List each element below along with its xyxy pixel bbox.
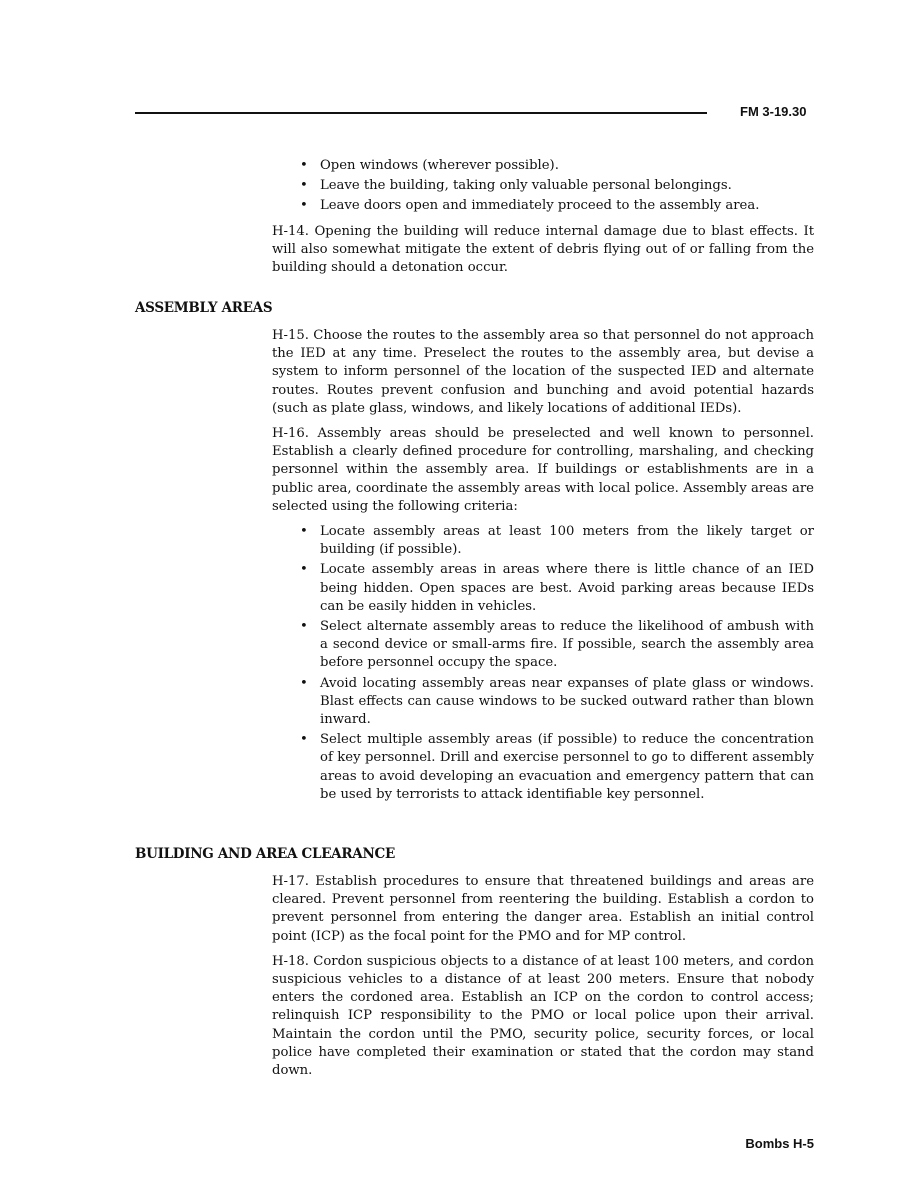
paragraph-h16: H-16. Assembly areas should be preselected and well known to personnel. Establish a clearly defined procedure for controlling, marshaling, and checking personnel within the assembly area. If buildings or establishments are in a public area, coordinate the assembly areas with local police. Assembly areas are selected using the following criteria: [272,426,814,514]
list-item: • Select alternate assembly areas to reduce the likelihood of ambush with a second device or small-arms fire. If possible, search the assembly area before personnel occupy the space. [320,618,814,673]
header-rule [135,112,707,114]
page-footer: Bombs H-5 [745,1136,814,1151]
paragraph-h14: H-14. Opening the building will reduce internal damage due to blast effects. It will also somewhat mitigate the extent of debris flying out of or falling from the building should a detonation occur. [272,223,814,276]
list-item: • Avoid locating assembly areas near expanses of plate glass or windows. Blast effects can cause windows to be sucked outward rather than blown inward. [320,675,814,730]
criteria-list [272,523,814,804]
assembly-areas-block [272,327,814,811]
list-item: • Locate assembly areas at least 100 meters from the likely target or building (if possible). [320,523,814,559]
intro-bullet-list [272,157,814,216]
list-item: • Locate assembly areas in areas where there is little chance of an IED being hidden. Open spaces are best. Avoid parking areas because IEDs can be easily hidden in vehicles. [320,561,814,616]
clearance-block [272,873,814,1087]
list-item: • Leave the building, taking only valuable personal belongings. [320,177,814,195]
list-item: • Leave doors open and immediately proceed to the assembly area. [320,197,814,215]
section-heading-building-clearance: BUILDING AND AREA CLEARANCE [135,846,395,862]
list-item: • Select multiple assembly areas (if possible) to reduce the concentration of key personnel. Drill and exercise personnel to go to different assembly areas to avoid developing an evacuation and emergency pattern that can be used by terrorists to attack identifiable key personnel. [320,731,814,804]
intro-block [272,157,814,284]
paragraph-h17: H-17. Establish procedures to ensure that threatened buildings and areas are cleared. Prevent personnel from reentering the building. Establish a cordon to prevent personnel from entering the danger area. Establish an initial control point (ICP) as the focal point for the PMO and for MP control. [272,874,814,944]
paragraph-h15: H-15. Choose the routes to the assembly area so that personnel do not approach the IED at any time. Preselect the routes to the assembly area, but devise a system to inform personnel of the location of the suspected IED and alternate routes. Routes prevent confusion and bunching and avoid potential hazards (such as plate glass, windows, and likely locations of additional IEDs). [272,328,814,416]
list-item: • Open windows (wherever possible). [320,157,814,175]
paragraph-h18: H-18. Cordon suspicious objects to a distance of at least 100 meters, and cordon suspicious vehicles to a distance of at least 200 meters. Ensure that nobody enters the cordoned area. Establish an ICP on the cordon to control access; relinquish ICP responsibility to the PMO or local police upon their arrival. Maintain the cordon until the PMO, security police, security forces, or local police have completed their examination or stated that the cordon may stand down. [272,953,814,1079]
document-code: FM 3-19.30 [740,104,807,119]
section-heading-assembly-areas: ASSEMBLY AREAS [135,300,273,316]
